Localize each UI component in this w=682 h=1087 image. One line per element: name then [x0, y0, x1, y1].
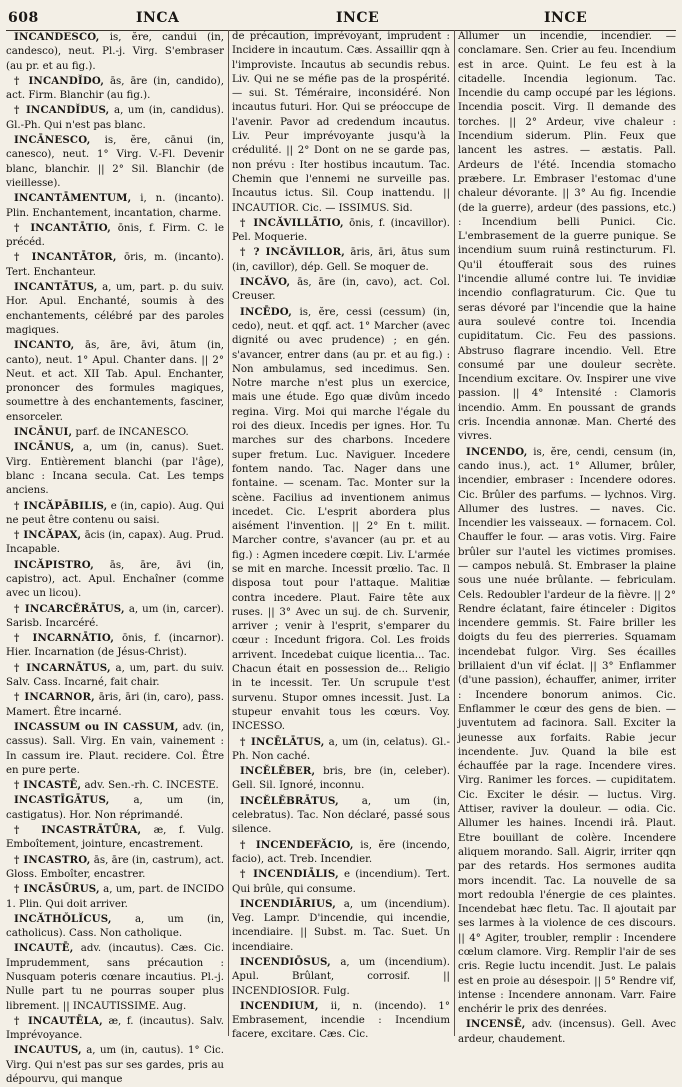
running-head-right: INCE: [544, 10, 588, 26]
entry-definition: de précaution, imprévoyant, imprudent : Incidere in incautum. Cæs. Assaillir qqn à l'improviste. Incautus ab secundis rebus. Liv. Qui ne se méfie pas de la prospérité. — sui. St. Téméraire, inconsidéré. Non incautus futuri. Hor. Qui se préoccupe de l'avenir. Pavor ad credendum incautus. Liv. Peur imprévoyante jusqu'à la crédulité. || 2° Dont on ne se garde pas, non prévu : Iter hostibus incautum. Tac. Chemin que l'ennemi ne surveille pas. Incautus ictus. Sil. Coup inattendu. || INCAUTIOR. Cic. — ISSIMUS. Sid.: [232, 31, 450, 214]
entry-definition: æ, f. (incautus). Salv. Imprévoyance.: [6, 1015, 224, 1042]
dictionary-entry: [458, 30, 676, 445]
entry-headword: INCANTO,: [14, 339, 75, 352]
entry-definition: is, ĕre, cānui (in, canesco), neut. 1° Virg. V.-Fl. Devenir blanc, blanchir. || 2° Sil. Blanchir (de vieillesse).: [6, 135, 224, 189]
dictionary-entry: [232, 838, 450, 868]
dictionary-entry: [6, 499, 224, 529]
entry-headword: INCASTĪGĀTUS,: [14, 794, 110, 807]
dictionary-entry: [6, 912, 224, 942]
entry-definition: ās, āre, āvi, ātum (in, canto), neut. 1° Apul. Chanter dans. || 2° Neut. et act. XII Tab. Apul. Enchanter, prononcer des formules magiques, soumettre à des enchantements, fasciner, ensorceler.: [6, 340, 224, 423]
entry-definition: a, um (in, cautus). 1° Cic. Virg. Qui n'est pas sur ses gardes, pris au dépourvu, qui manque: [6, 1045, 224, 1086]
dictionary-entry: [6, 778, 224, 793]
dictionary-entry: [232, 275, 450, 305]
column-divider: [454, 30, 455, 1036]
entry-headword: † ? INCĂVILLOR,: [240, 246, 346, 259]
entry-headword: INCAUTUS,: [14, 1044, 82, 1057]
dictionary-entry: [6, 882, 224, 912]
entry-headword: † INCĂVILLĀTIO,: [240, 216, 344, 229]
entry-definition: is, ĕre, cendi, censum (in, cando inus.), act. 1° Allumer, brûler, incendier, embraser : Incendere odores. Cic. Brûler des parfums. — lychnos. Virg. Allumer des lustres. — naves. Cic. Incendier les vaisseaux. — fornacem. Col. Chauffer le four. — aras votis. Virg. Faire brûler sur l'autel les victimes promises. — campos nebulâ. St. Embraser la plaine sous une nuée brûlante. — febriculam. Cels. Redoubler l'ardeur de la fièvre. || 2° Rendre éclatant, faire étinceler : Digitos incendere gemmis. St. Faire briller les doigts du feu des pierreries. Squamam incendebat fulgor. Virg. Ses écailles brillaient d'un vif éclat. || 3° Enflammer (d'une passion), échauffer, animer, irriter : Incendere bonorum animos. Cic. Enflammer le cœur des gens de bien. — juventutem ad facinora. Sall. Exciter la jeunesse aux forfaits. Rabie jecur incendente. Juv. Quand la bile est échauffée par la rage. Incendere vires. Virg. Ranimer les forces. — cupiditatem. Cic. Exciter le désir. — luctus. Virg. Attiser, raviver la douleur. — odia. Cic. Allumer les haines. Incendi irâ. Plaut. Etre bouillant de colère. Incendere aliquem morando. Sall. Aigrir, irriter qqn par des retards. Hos sermones audita mors incendit. Tac. La nouvelle de sa mort redoubla l'énergie de ces plaintes. Incendebat hæc fletu. Tac. Il ajoutait par ses larmes à la violence de ces discours. || 4° Agiter, troubler, remplir : Incendere cœlum clamore. Virg. Remplir l'air de ses cris. Regie luctu incendit. Just. Le palais est en proie au désespoir. || 5° Rendre vif, intense : Incendere annonam. Varr. Faire enchérir le prix des denrées.: [458, 446, 676, 1016]
dictionary-entry: [6, 661, 224, 691]
column-2: [232, 30, 451, 1041]
dictionary-entry: [6, 133, 224, 191]
dictionary-entry: [458, 1017, 676, 1047]
entry-headword: INCĂPISTRO,: [14, 558, 94, 571]
entry-definition: ās, āre, āvi (in, capistro), act. Apul. Enchaîner (comme avec un licou).: [6, 559, 224, 600]
entry-definition: e (incendium). Tert. Qui brûle, qui consume.: [232, 869, 450, 895]
entry-headword: † INCANTĀTIO,: [14, 221, 112, 234]
dictionary-entry: [6, 440, 224, 498]
dictionary-entry: [6, 602, 224, 632]
entry-definition: a, um (in, carcer). Sarisb. Incarcéré.: [6, 603, 224, 629]
dictionary-entry: [6, 941, 224, 1013]
entry-headword: INCANDESCO,: [14, 31, 100, 43]
entry-headword: INCENSĒ,: [466, 1018, 526, 1031]
entry-definition: bris, bre (in, celeber). Gell. Sil. Ignoré, inconnu.: [232, 766, 450, 792]
entry-definition: e (in, capio). Aug. Qui ne peut être contenu ou saisi.: [6, 500, 224, 526]
entry-definition: is, ĕre, candui (in, candesco), neut. Pl.-j. Virg. S'embraser (au pr. et au fig.).: [6, 32, 224, 72]
entry-headword: † INCARNĀTIO,: [14, 632, 115, 645]
page-header: [6, 4, 676, 31]
entry-headword: † INCARNĀTUS,: [14, 661, 111, 674]
dictionary-entry: [6, 823, 224, 853]
entry-headword: INCĂVO,: [240, 276, 291, 289]
text-columns: [6, 30, 676, 1086]
entry-definition: a, um, part. p. du suiv. Hor. Apul. Enchanté, soumis à des enchantements, célébré par des paroles magiques.: [6, 282, 224, 336]
dictionary-entry: [6, 338, 224, 425]
dictionary-entry: [232, 955, 450, 999]
entry-headword: INCANTĀMENTUM,: [14, 192, 132, 205]
entry-headword: † INCĀSŪRUS,: [14, 883, 100, 896]
column-3: [458, 30, 676, 1045]
dictionary-entry: [6, 280, 224, 338]
dictionary-entry: [6, 74, 224, 104]
entry-headword: INCĔLĔBRĀTUS,: [240, 794, 339, 807]
entry-headword: † INCENDEFĂCIO,: [240, 838, 354, 851]
entry-definition: ās, āre (in, candido), act. Firm. Blanchir (au fig.).: [6, 75, 224, 102]
entry-headword: INCĀNUS,: [14, 441, 75, 454]
entry-headword: INCĂTHŎLĬCUS,: [14, 912, 112, 925]
entry-definition: a, um (in, celatus). Gl.-Ph. Non caché.: [232, 736, 450, 762]
dictionary-entry: [232, 216, 450, 246]
dictionary-entry: [6, 250, 224, 280]
dictionary-entry: [232, 867, 450, 897]
entry-headword: INCASSUM ou IN CASSUM,: [14, 720, 179, 733]
entry-headword: INCENDIĀRIUS,: [240, 897, 337, 910]
entry-definition: ōnis, f. (incavillor). Pel. Moquerie.: [232, 217, 450, 244]
dictionary-entry: [232, 30, 450, 216]
entry-headword: † INCĂPĀBILIS,: [14, 499, 108, 512]
entry-definition: is, ĕre, cessi (cessum) (in, cedo), neut. et qqf. act. 1° Marcher (avec dignité ou avec prudence) ; en gén. s'avancer, entrer dans (au pr. et au fig.) : Non ambulamus, sed incedimus. Sen. Notre marche n'est plus un exercice, mais une étude. Ego quæ divûm incedo regina. Virg. Moi qui marche l'égale du roi des dieux. Incedis per ignes. Hor. Tu marches sur des charbons. Incedere super fretum. Luc. Naviguer. Incedere fontem nando. Tac. Nager dans une fontaine. — scenam. Tac. Monter sur la scène. Facilius ad inventionem animus incedet. Cic. L'esprit abordera plus aisément l'invention. || 2° En t. milit. Marcher contre, s'avancer (au pr. et au fig.) : Agmen incedere cœpit. Liv. L'armée se mit en marche. Incessit prœlio. Tac. Il disposa tout pour l'attaque. Malitiæ contra incedere. Plaut. Faire tête aux ruses. || 3° Avec un suj. de ch. Survenir, arriver ; venir à l'esprit, s'emparer du cœur : Incedunt frigora. Col. Les froids arrivent. Incedebat cuique licentia... Tac. Chacun était en possession de... Religio in te incessit. Ter. Un scrupule t'est survenu. Stupor omnes incessit. Just. La stupeur envahit tous les cœurs. Voy. INCESSO.: [232, 306, 450, 733]
dictionary-entry: [232, 305, 450, 735]
dictionary-entry: [6, 221, 224, 251]
entry-definition: adv. (incautus). Cæs. Cic. Imprudemment, sans précaution : Nusquam poteris cœnare incautius. Pl.-j. Nulle part tu ne pourras souper plus librement. || INCAUTISSIME. Aug.: [6, 943, 224, 1012]
dictionary-entry: [6, 793, 224, 823]
running-head-center: INCE: [336, 10, 380, 26]
entry-definition: ās, āre (in, castrum), act. Gloss. Emboîter, encastrer.: [6, 854, 224, 880]
entry-headword: INCENDIUM,: [240, 999, 319, 1012]
entry-definition: a, um (incendium). Veg. Lampr. D'incendie, qui incendie, incendiaire. || Subst. m. Tac. Suet. Un incendiaire.: [232, 898, 450, 953]
dictionary-entry: [232, 794, 450, 838]
entry-definition: æ, f. Vulg. Emboîtement, jointure, encastrement.: [6, 825, 224, 851]
entry-headword: INCENDIŌSUS,: [240, 956, 331, 968]
entry-definition: ōnis, f. Firm. C. le précéd.: [6, 222, 224, 249]
page-number: 608: [8, 10, 39, 26]
entry-headword: INCĒDO,: [240, 305, 293, 318]
entry-definition: ācis (in, capax). Aug. Prud. Incapable.: [6, 530, 224, 556]
entry-headword: INCĀNESCO,: [14, 134, 91, 147]
dictionary-entry: [6, 103, 224, 133]
entry-definition: āris, āri (in, caro), pass. Mamert. Être incarné.: [6, 692, 224, 718]
dictionary-entry: [232, 245, 450, 275]
dictionary-entry: [232, 999, 450, 1043]
entry-headword: † INCĒLĀTUS,: [240, 735, 325, 748]
entry-definition: adv. Sen.-rh. C. INCESTE.: [84, 780, 219, 792]
dictionary-entry: [6, 1014, 224, 1044]
entry-definition: a, um (in, candidus). Gl.-Ph. Qui n'est pas blanc.: [6, 105, 224, 131]
dictionary-entry: [6, 528, 224, 558]
dictionary-entry: [6, 191, 224, 221]
entry-definition: parf. de INCANESCO.: [75, 427, 189, 439]
entry-headword: † INCENDIĀLIS,: [240, 868, 339, 881]
entry-headword: INCANTĀTUS,: [14, 281, 98, 294]
running-head-left: INCA: [136, 10, 180, 26]
entry-headword: † INCASTRĀTŪRA,: [14, 824, 142, 837]
entry-headword: † INCAUTĒLA,: [14, 1014, 103, 1027]
dictionary-entry: [6, 631, 224, 661]
dictionary-entry: [6, 853, 224, 883]
dictionary-entry: [232, 735, 450, 765]
entry-definition: is, ĕre (incendo, facio), act. Treb. Incendier.: [232, 839, 450, 865]
entry-headword: † INCĂPAX,: [14, 529, 82, 542]
entry-headword: INCENDO,: [466, 445, 528, 458]
entry-headword: † INCANDĬDO,: [14, 74, 105, 87]
entry-headword: INCĀNUI,: [14, 426, 73, 439]
entry-definition: a, um (in, catholicus). Cass. Non catholique.: [6, 913, 224, 940]
entry-definition: a, um (in, canus). Suet. Virg. Entièrement blanchi (par l'âge), blanc : Incana secula. Cat. Les temps anciens.: [6, 442, 225, 497]
column-divider: [228, 30, 229, 1036]
dictionary-entry: [6, 1043, 224, 1087]
entry-definition: a, um, part. de INCIDO 1. Plin. Qui doit arriver.: [6, 884, 224, 910]
entry-headword: INCAUTĒ,: [14, 942, 74, 955]
dictionary-entry: [6, 30, 224, 74]
entry-headword: † INCANDĬDUS,: [14, 104, 110, 117]
entry-headword: INCĔLĔBER,: [240, 765, 316, 778]
entry-definition: ās, āre (in, cavo), act. Col. Creuser.: [232, 277, 450, 303]
dictionary-entry: [6, 690, 224, 720]
dictionary-entry: [6, 558, 224, 602]
entry-definition: i, n. (incanto). Plin. Enchantement, incantation, charme.: [6, 193, 224, 219]
column-1: [6, 30, 225, 1086]
dictionary-entry: [232, 897, 450, 955]
entry-definition: adv. (in, cassus). Sall. Virg. En vain, vainement : In cassum ire. Plaut. recidere. Col. Être en pure perte.: [6, 721, 224, 776]
entry-definition: ōris, m. (incanto). Tert. Enchanteur.: [6, 252, 224, 278]
entry-headword: † INCARCĔRĀTUS,: [14, 602, 125, 615]
dictionary-entry: [6, 720, 224, 778]
entry-definition: a, um (incendium). Apul. Brûlant, corrosif. || INCENDIOSIOR. Fulg.: [232, 957, 450, 997]
entry-headword: † INCASTĒ,: [14, 779, 82, 792]
entry-definition: a, um, part. du suiv. Salv. Cass. Incarné, fait chair.: [6, 662, 224, 689]
entry-definition: a, um (in, castigatus). Hor. Non réprimandé.: [6, 795, 224, 821]
entry-definition: ii, n. (incendo). 1° Embrasement, incendie : Incendium facere, excitare. Cæs. Cic.: [232, 1000, 450, 1041]
entry-definition: Allumer un incendie, incendier. — conclamare. Sen. Crier au feu. Incendium est in arce. Quint. Le feu est à la citadelle. Incendia legionum. Tac. Incendie du camp occupé par les légions. Incendia poscit. Virg. Il demande des torches. || 2° Ardeur, vive chaleur : Incendium siderum. Plin. Feux que lancent les astres. — æstatis. Pall. Ardeurs de l'été. Incendia stomacho præbere. Lr. Embraser l'estomac d'une chaleur dévorante. || 3° Au fig. Incendie (de la guerre), ardeur (des passions, etc.) : Incendium belli Punici. Cic. L'embrasement de la guerre punique. Se incendium suum ruinâ restincturum. Fl. Qu'il étoufferait sous des ruines l'incendie allumé contre lui. Te invidiæ incendio conflagraturum. Cic. Que tu seras dévoré par l'incendie que la haine aura soulevé contre toi. Incendia cupiditatum. Cic. Feu des passions. Abstruso flagrare incendio. Vell. Etre consumé par une douleur secrète. Incendium excitare. Ov. Inspirer une vive passion. || 4° Intensité : Clamoris incendio. Amm. En poussant de grands cris. Incendia annonæ. Man. Cherté des vivres.: [458, 31, 676, 443]
entry-headword: † INCANTĀTOR,: [14, 251, 117, 264]
entry-headword: † INCASTRO,: [14, 853, 91, 866]
dictionary-entry: [232, 764, 450, 794]
dictionary-entry: [6, 425, 224, 440]
entry-definition: a, um (in, celebratus). Tac. Non déclaré, passé sous silence.: [232, 795, 450, 836]
dictionary-entry: [458, 445, 676, 1018]
entry-definition: adv. (incensus). Gell. Avec ardeur, chaudement.: [458, 1019, 676, 1045]
entry-definition: ōnis, f. (incarnor). Hier. Incarnation (de Jésus-Christ).: [6, 633, 224, 659]
entry-definition: āris, āri, ātus sum (in, cavillor), dép. Gell. Se moquer de.: [232, 247, 451, 273]
entry-headword: † INCARNOR,: [14, 691, 95, 704]
